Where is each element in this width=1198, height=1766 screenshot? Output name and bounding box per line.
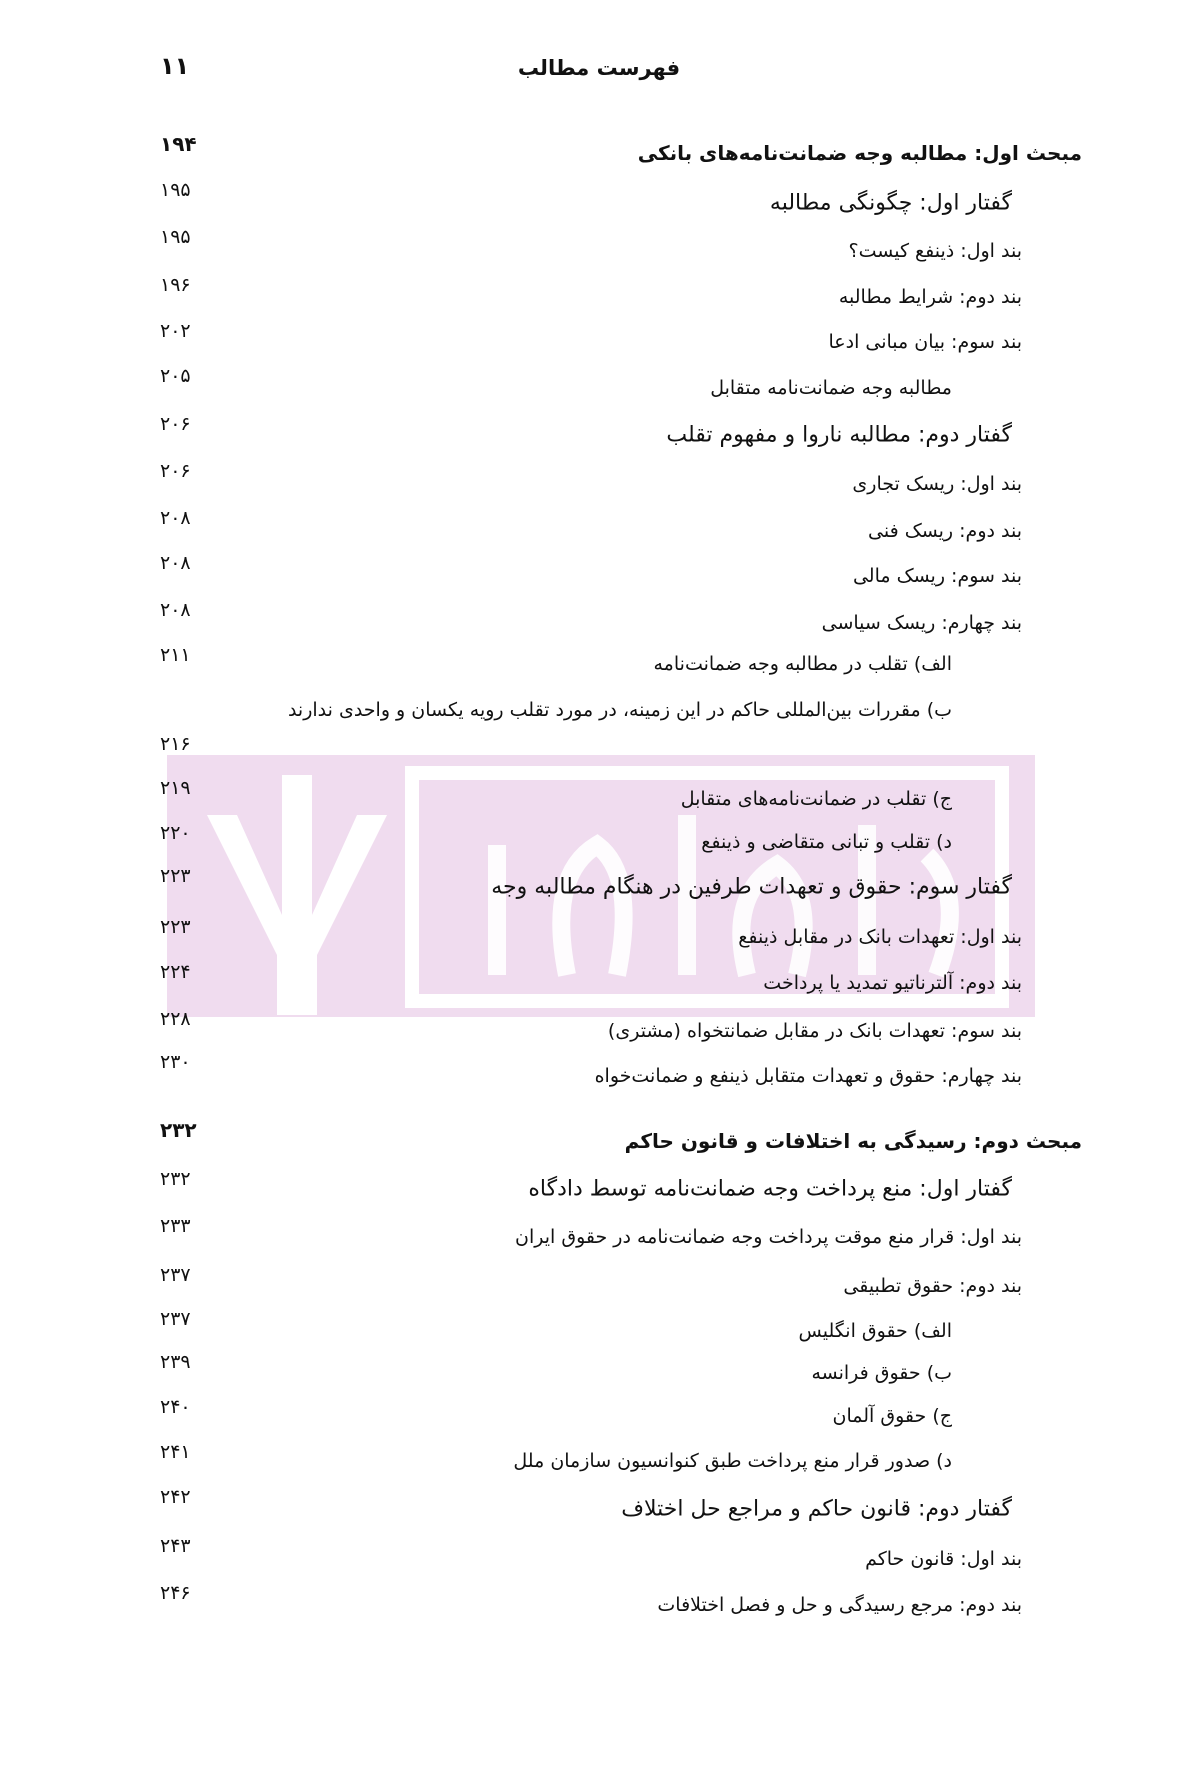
toc-entry-page: ۲۲۳ (160, 915, 191, 938)
page-title: فهرست مطالب (517, 56, 681, 80)
toc-entry-title: بند اول: تعهدات بانک در مقابل ذینفع (738, 925, 1022, 948)
toc-entry-title: د) صدور قرار منع پرداخت طبق کنوانسیون سازمان ملل (513, 1450, 952, 1473)
toc-entry-title: مطالبه وجه ضمانت‌نامه متقابل (710, 376, 952, 399)
toc-entry-title: بند سوم: تعهدات بانک در مقابل ضمانتخواه (مشتری) (607, 1019, 1022, 1042)
toc-entry-title: الف) حقوق انگلیس (798, 1320, 952, 1343)
toc-entry-title: بند اول: قرار منع موقت پرداخت وجه ضمانت‌نامه در حقوق ایران (515, 1226, 1022, 1249)
toc-entry-page: ۲۰۸ (160, 599, 191, 622)
toc-entry-page: ۲۰۶ (160, 460, 191, 483)
page-number: ۱۱ (160, 52, 190, 80)
toc-entry-title: بند اول: ریسک تجاری (852, 472, 1022, 495)
toc-entry-page: ۱۹۶ (160, 273, 191, 296)
toc-entry-title: بند دوم: ریسک فنی (868, 520, 1022, 543)
toc-entry-page: ۲۱۶ (160, 732, 191, 755)
toc-entry-title: مبحث دوم: رسیدگی به اختلافات و قانون حاکم (624, 1129, 1082, 1154)
toc-entry-page: ۲۰۲ (160, 320, 191, 343)
toc-entry-title: بند دوم: حقوق تطبیقی (843, 1274, 1022, 1297)
toc-entry-title: گفتار دوم: قانون حاکم و مراجع حل اختلاف (621, 1496, 1012, 1522)
toc-entry-title: بند دوم: شرایط مطالبه (838, 286, 1022, 309)
toc-entry-title: بند دوم: مرجع رسیدگی و حل و فصل اختلافات (657, 1593, 1022, 1616)
toc-entry-title: گفتار سوم: حقوق و تعهدات طرفین در هنگام مطالبه وجه (491, 874, 1012, 900)
toc-entry-page: ۲۱۹ (160, 776, 191, 799)
toc-entry-page: ۲۴۰ (160, 1395, 191, 1418)
toc-entry-page: ۲۴۱ (160, 1441, 191, 1464)
toc-entry-page: ۲۲۸ (160, 1008, 191, 1031)
toc-entry-page: ۲۴۶ (160, 1582, 191, 1605)
toc-entry-page: ۱۹۵ (160, 178, 191, 201)
toc-entry-page: ۲۰۸ (160, 506, 191, 529)
toc-entry-title: د) تقلب و تبانی متقاضی و ذینفع (701, 830, 952, 853)
toc-entry-page: ۲۴۳ (160, 1534, 191, 1557)
toc-entry-page: ۲۳۲ (160, 1118, 197, 1142)
toc-entry-page: ۲۳۳ (160, 1215, 191, 1238)
toc-entry-title: بند چهارم: ریسک سیاسی (821, 611, 1022, 634)
toc-entry-title: بند چهارم: حقوق و تعهدات متقابل ذینفع و ضمانت‌خواه (594, 1064, 1022, 1087)
toc-entry-page: ۲۰۶ (160, 412, 191, 435)
toc-entry-title: بند سوم: بیان مبانی ادعا (828, 331, 1022, 354)
toc-entry-title: گفتار اول: چگونگی مطالبه (769, 190, 1012, 216)
toc-entry-title: گفتار دوم: مطالبه ناروا و مفهوم تقلب (666, 422, 1012, 448)
toc-entry-page: ۲۳۰ (160, 1051, 191, 1074)
toc-entry-page: ۲۲۴ (160, 960, 191, 983)
toc-entry-page: ۲۲۰ (160, 821, 191, 844)
toc-entry-page: ۲۳۹ (160, 1350, 191, 1373)
toc-entry-page: ۲۳۷ (160, 1307, 191, 1330)
toc-entry-title: مبحث اول: مطالبه وجه ضمانت‌نامه‌های بانکی (637, 140, 1082, 165)
toc-entry-title: ج) حقوق آلمان (832, 1404, 952, 1427)
toc-entry-title: بند اول: ذینفع کیست؟ (848, 239, 1022, 262)
toc-entry-page: ۲۴۲ (160, 1486, 191, 1509)
toc-entry-title: بند سوم: ریسک مالی (852, 565, 1022, 588)
toc-entry-title: گفتار اول: منع پرداخت وجه ضمانت‌نامه توسط دادگاه (528, 1176, 1012, 1202)
toc-entry-page: ۲۰۵ (160, 365, 191, 388)
toc-entry-title: ج) تقلب در ضمانت‌نامه‌های متقابل (680, 787, 952, 810)
toc-entry-title: بند دوم: آلترناتیو تمدید یا پرداخت (763, 972, 1022, 995)
toc-entry-title: الف) تقلب در مطالبه وجه ضمانت‌نامه (653, 653, 952, 676)
toc-entry-page: ۲۳۷ (160, 1263, 191, 1286)
toc-entry-page: ۲۰۸ (160, 551, 191, 574)
toc-entry-title: بند اول: قانون حاکم (865, 1548, 1022, 1571)
toc-entry-title: ب) مقررات بین‌المللی حاکم در این زمینه، در مورد تقلب رویه یکسان و واحدی ندارند (287, 698, 952, 721)
toc-entry-page: ۲۲۳ (160, 864, 191, 887)
toc-entry-page: ۲۱۱ (160, 644, 191, 667)
toc-entry-title: ب) حقوق فرانسه (811, 1361, 952, 1384)
toc-entry-page: ۱۹۴ (160, 131, 197, 156)
toc-entry-page: ۲۳۲ (160, 1167, 191, 1190)
toc-entry-page: ۱۹۵ (160, 226, 191, 249)
